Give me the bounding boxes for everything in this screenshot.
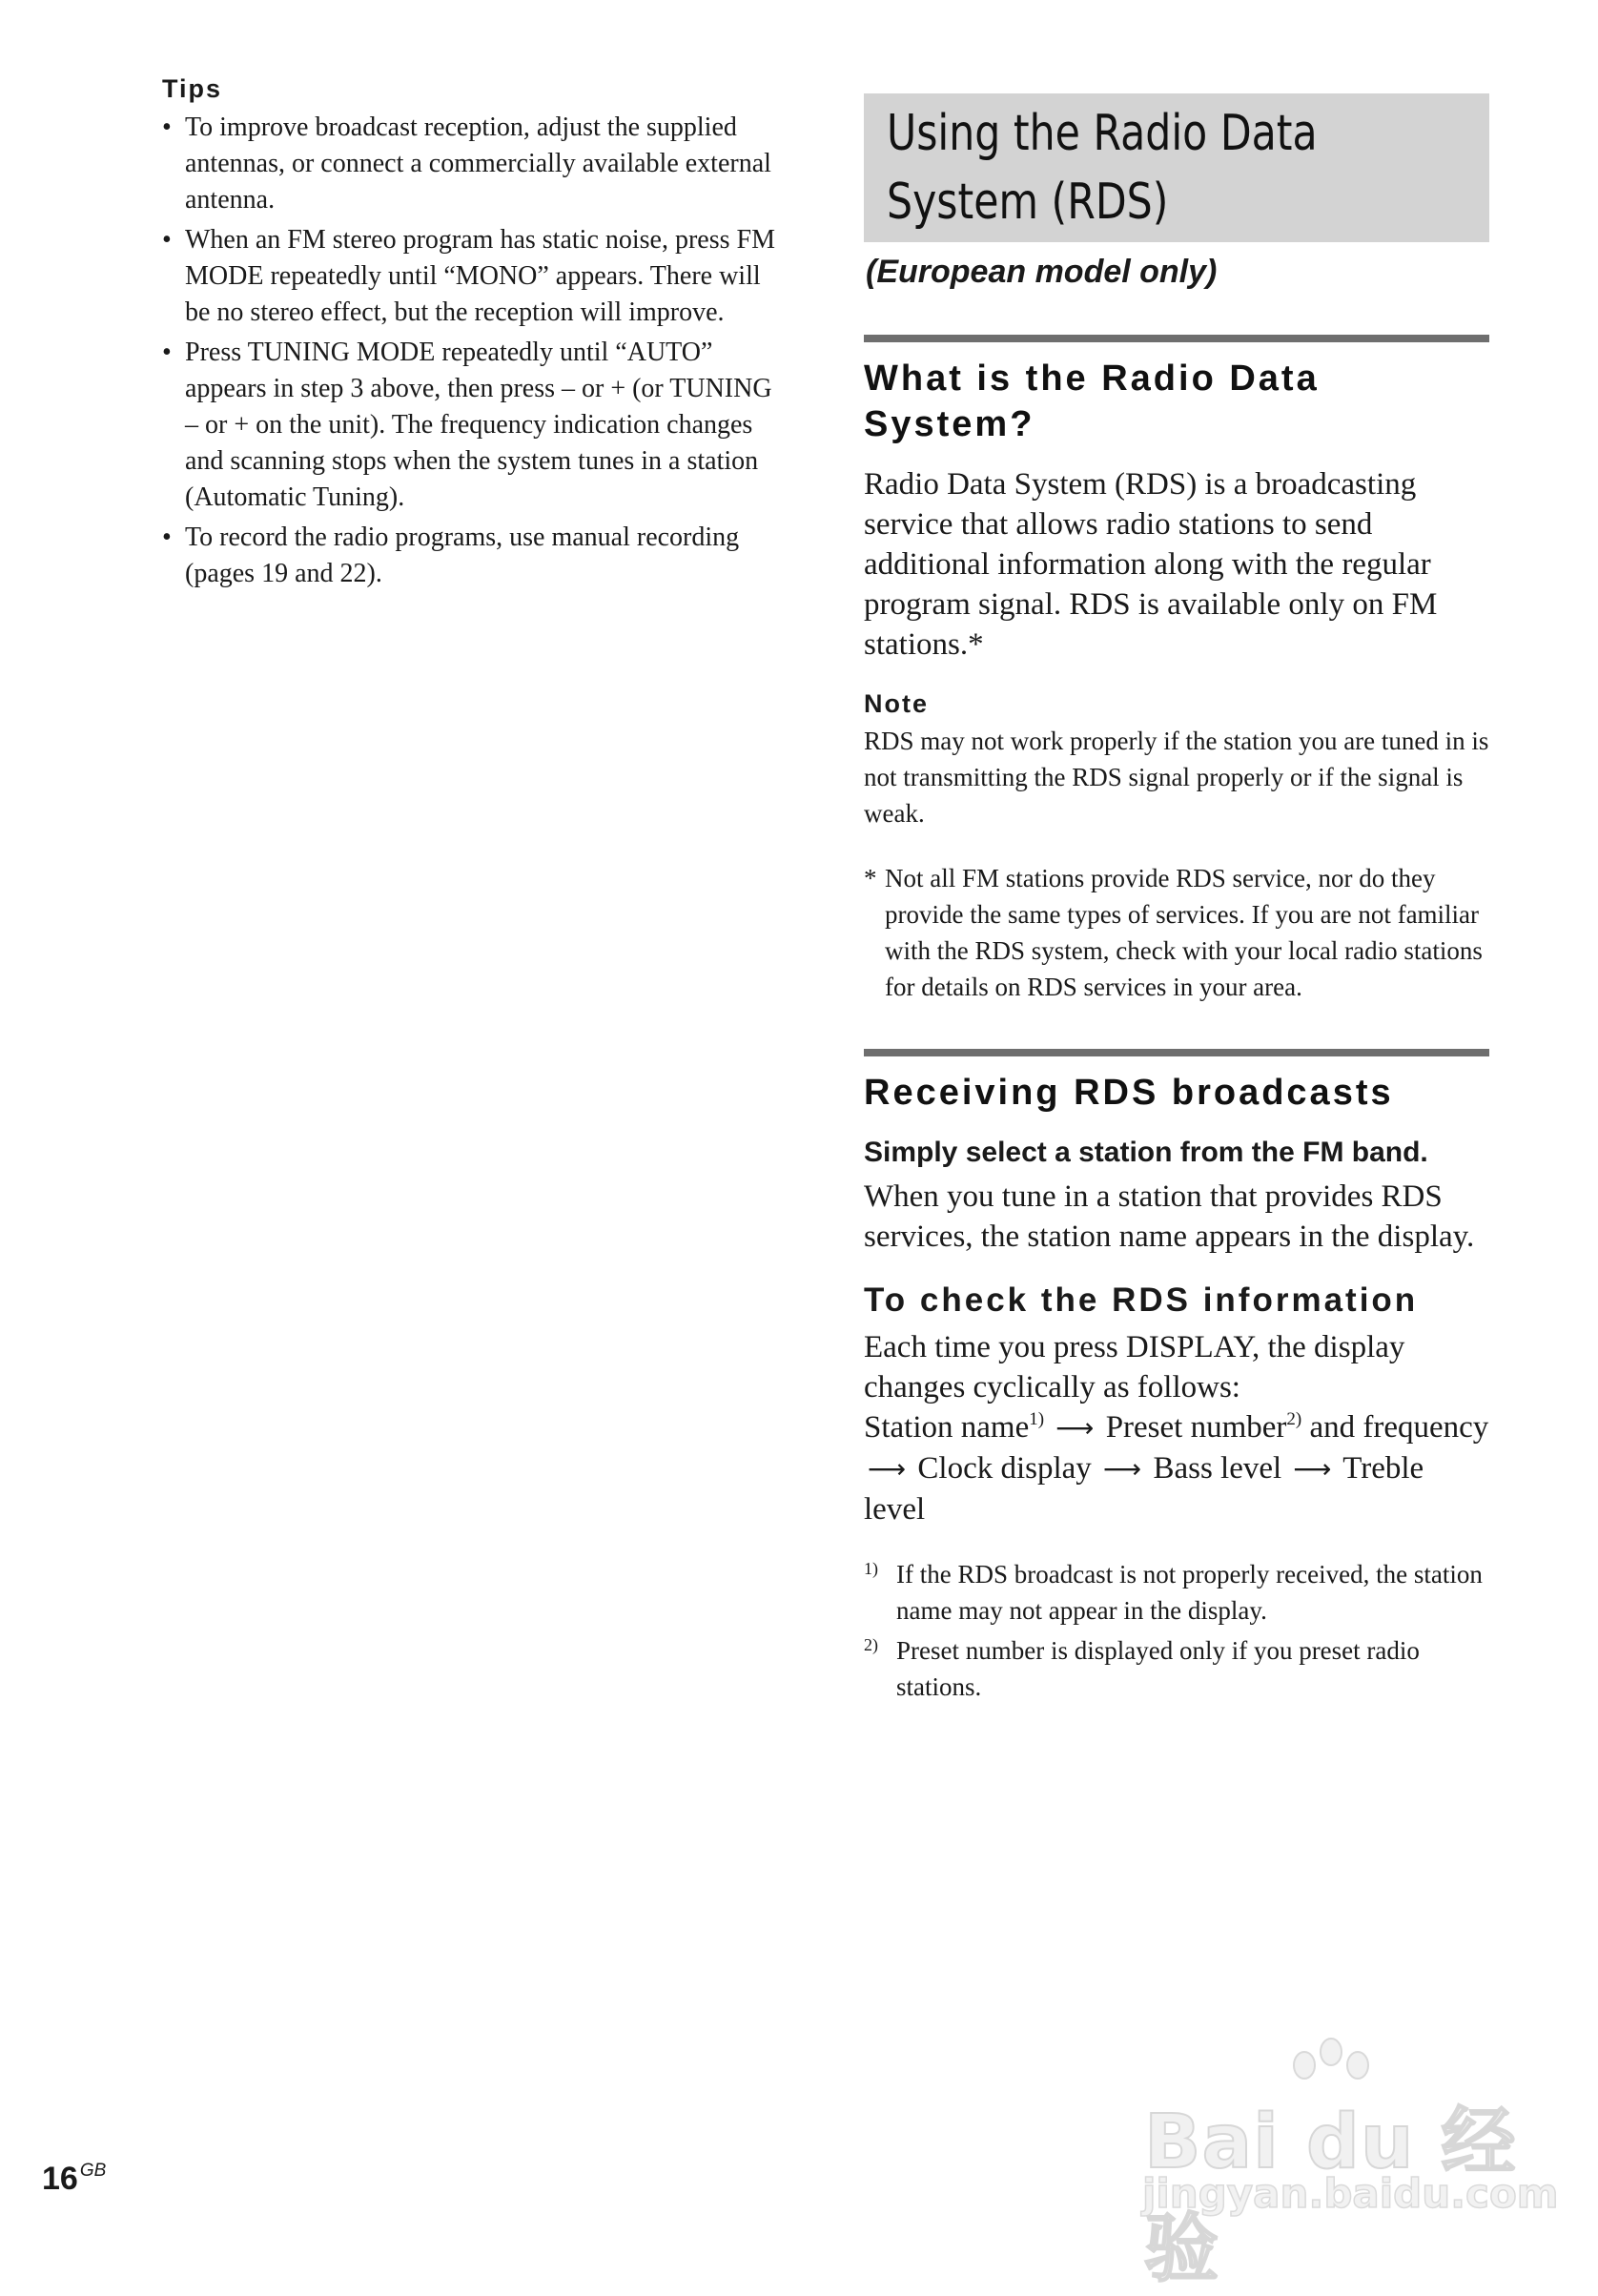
display-cycle-text: [864, 1327, 1489, 1529]
tip-item: [162, 335, 787, 516]
asterisk-footnote: [864, 860, 1489, 1005]
bullet-icon: •: [162, 113, 172, 142]
tip-text: When an FM stereo program has static noise, press FM MODE repeatedly until “MONO” appears. There will be no stereo effect, but the reception will improve.: [185, 225, 775, 327]
cycle-clock-display: Clock display: [917, 1451, 1092, 1486]
tip-text: To record the radio programs, use manual recording (pages 19 and 22).: [185, 523, 740, 588]
chapter-title-box: [864, 93, 1489, 242]
receiving-body: When you tune in a station that provides RDS services, the station name appears in the display.: [864, 1179, 1475, 1254]
watermark-url: jingyan.baidu.com: [1142, 2170, 1559, 2217]
baidu-watermark: [1133, 2037, 1559, 2292]
watermark-main-text: Bai du 经验: [1144, 2100, 1517, 2292]
arrow-right-icon: ⟶: [1293, 1453, 1332, 1485]
footnote-text: Preset number is displayed only if you preset radio stations.: [896, 1636, 1420, 1701]
footnote-mark: 1): [864, 1559, 878, 1578]
arrow-right-icon: ⟶: [1055, 1412, 1095, 1444]
cycle-and-frequency: and frequency: [1309, 1410, 1489, 1445]
numbered-footnotes: [864, 1556, 1489, 1705]
chapter-title: Using the Radio Data System (RDS): [887, 105, 1318, 231]
footnote-ref-2: 2): [1286, 1409, 1302, 1429]
section-divider: [864, 335, 1489, 342]
tip-item: [162, 222, 787, 331]
page-number: [42, 2161, 106, 2198]
arrow-right-icon: ⟶: [868, 1453, 907, 1485]
tip-text: Press TUNING MODE repeatedly until “AUTO” appears in step 3 above, then press – or + (or TUNING – or + on the unit). The frequency indication changes and scanning stops when the system tunes in a station (Automatic Tuning).: [185, 338, 772, 512]
what-is-rds-body: Radio Data System (RDS) is a broadcasting service that allows radio stations to send additional information along with the regular program signal. RDS is available only on FM stations.*: [864, 467, 1438, 662]
arrow-right-icon: ⟶: [1103, 1453, 1142, 1485]
cycle-preset-number: Preset number: [1105, 1410, 1287, 1445]
tips-column: [162, 74, 787, 596]
tips-list: [162, 110, 787, 592]
rds-column: [864, 93, 1489, 1709]
tip-item: [162, 520, 787, 592]
page-number-value: 16: [42, 2161, 78, 2197]
footnote-item: [864, 1632, 1489, 1705]
cycle-bass-level: Bass level: [1153, 1451, 1282, 1486]
cycle-station-name: Station name: [864, 1410, 1030, 1445]
section-divider: [864, 1049, 1489, 1056]
receiving-lead: Simply select a station from the FM band.: [864, 1137, 1428, 1168]
subsection-heading-check-rds: To check the RDS information: [864, 1281, 1419, 1319]
tips-heading: Tips: [162, 74, 223, 103]
check-intro: Each time you press DISPLAY, the display changes cyclically as follows:: [864, 1330, 1405, 1404]
note-heading: Note: [864, 689, 929, 718]
section-heading-receiving-rds: Receiving RDS broadcasts: [864, 1073, 1394, 1113]
section-heading-what-is-rds: What is the Radio Data System?: [864, 359, 1320, 444]
bullet-icon: •: [162, 523, 172, 552]
asterisk-mark: *: [864, 864, 877, 892]
tip-item: [162, 110, 787, 218]
note-text: RDS may not work properly if the station you are tuned in is not transmitting the RDS signal properly or if the signal is weak.: [864, 727, 1489, 828]
footnote-item: [864, 1556, 1489, 1629]
page-number-suffix: GB: [79, 2161, 107, 2181]
bullet-icon: •: [162, 225, 172, 255]
chapter-subtitle: (European model only): [866, 254, 1218, 290]
footnote-mark: 2): [864, 1635, 878, 1654]
footnote-ref-1: 1): [1029, 1409, 1045, 1429]
tip-text: To improve broadcast reception, adjust the supplied antennas, or connect a commercially available external antenna.: [185, 113, 771, 215]
cycle-treble-level: Treble level: [864, 1451, 1424, 1527]
bullet-icon: •: [162, 338, 172, 367]
footnote-text: If the RDS broadcast is not properly received, the station name may not appear in the display.: [896, 1560, 1483, 1625]
asterisk-footnote-text: Not all FM stations provide RDS service, nor do they provide the same types of services. If you are not familiar with the RDS system, check with your local radio stations for details on RDS services in your area.: [885, 864, 1483, 1001]
